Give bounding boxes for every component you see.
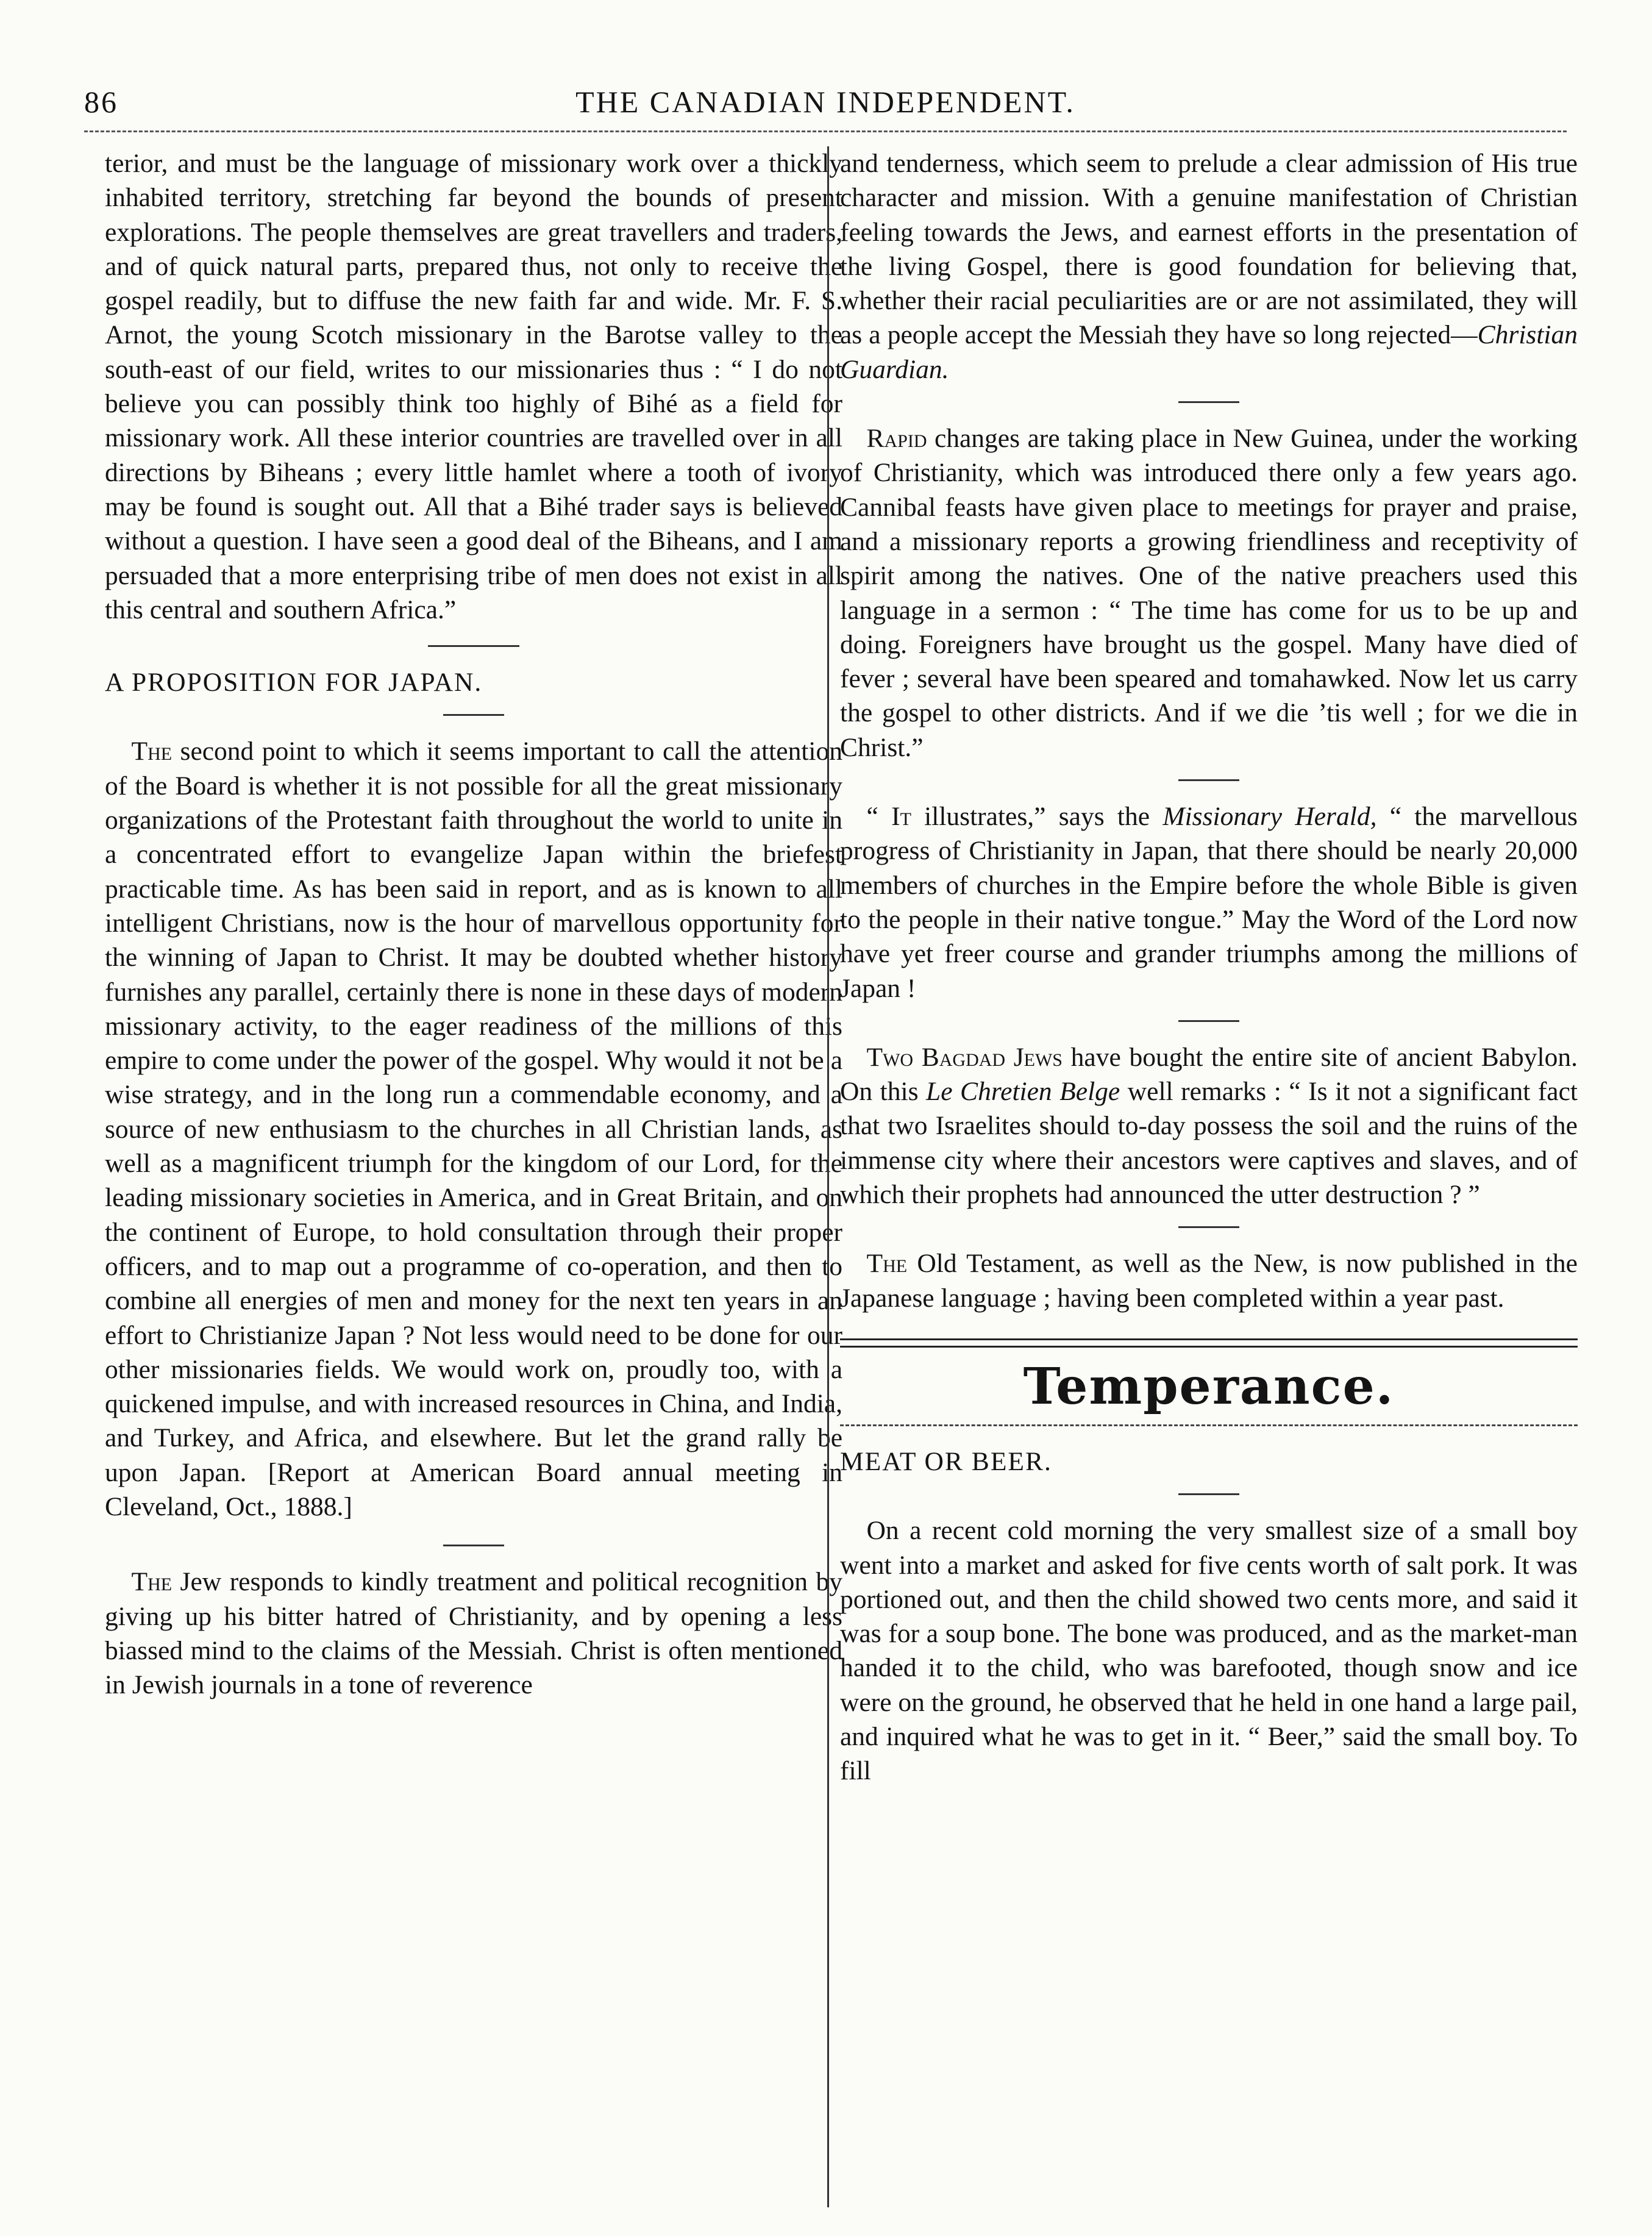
lead-word: The xyxy=(131,1567,173,1597)
left-column xyxy=(105,146,842,1702)
article-heading-japan: A PROPOSITION FOR JAPAN. xyxy=(105,668,483,698)
paragraph-small-boy: On a recent cold morning the very smallest size of a small boy went into a market and asked for five cents worth of salt pork. It was portioned out, and then the child showed two cents more, and said it was for a soup bone. The bone was produced, and as the market-man handed it to the child, who was barefooted, though snow and ice were on the ground, he observed that he held in one hand a large pail, and inquired what he was to get in it. “ Beer,” said the small boy. To fill xyxy=(840,1516,1578,1786)
separator xyxy=(443,1545,504,1546)
separator xyxy=(1178,1020,1239,1022)
page-number: 86 xyxy=(84,85,118,119)
column-divider xyxy=(827,146,829,2207)
section-divider xyxy=(840,1338,1578,1348)
separator xyxy=(443,714,504,716)
lead-word: It xyxy=(891,802,911,832)
paragraph-japan-bible: “ It illustrates,” says the Missionary Herald, “ the marvellous progress of Christianity in Japan, that there should be nearly 20,000 members of churches in the Empire before the whole Bible is given to the people in their native tongue.” May the Word of the Lord now have yet freer course and grander triumphs among the millions of Japan ! xyxy=(840,802,1578,1003)
separator xyxy=(1178,401,1239,403)
source-citation: Christian Guardian. xyxy=(840,320,1578,384)
lead-word: Two Bagdad Jews xyxy=(866,1042,1063,1072)
paragraph-new-guinea: Rapid changes are taking place in New Guinea, under the working of Christianity, which was introduced there only a few years ago. Cannibal feasts have given place to meetings for prayer and praise, and a missionary reports a growing friendliness and receptivity of spirit among the natives. One of the native preachers used this language in a sermon : “ The time has come for us to be up and doing. Foreigners have brought us the gospel. Many have died of fever ; several have been speared and tomahawked. Now let us carry the gospel to other districts. And if we die ’tis well ; for we die in Christ.” xyxy=(840,424,1578,762)
newspaper-title: THE CANADIAN INDEPENDENT. xyxy=(575,85,1075,119)
paragraph-jew-responds: The Jew responds to kindly treatment and political recognition by giving up his bitter hatred of Christianity, and by opening a less biassed mind to the claims of the Messiah. Christ is often mentioned in Jewish journals in a tone of reverence xyxy=(105,1567,842,1700)
lead-word: Rapid xyxy=(866,424,927,454)
source-citation: Le Chretien Belge xyxy=(926,1077,1120,1107)
source-citation: Missionary Herald, xyxy=(1162,802,1377,832)
paragraph-old-testament: The Old Testament, as well as the New, is now published in the Japanese language ; having been completed within a year past. xyxy=(840,1249,1578,1313)
separator xyxy=(1178,1493,1239,1495)
paragraph-babylon: Two Bagdad Jews have bought the entire site of ancient Babylon. On this Le Chretien Belge well remarks : “ Is it not a significant fact that two Israelites should to-day possess the soil and the ruins of the immense city where their ancestors were captives and slaves, and of which their prophets had announced the utter destruction ? ” xyxy=(840,1042,1578,1210)
section-title-underline xyxy=(840,1424,1578,1426)
separator xyxy=(1178,779,1239,781)
page-header xyxy=(84,84,1567,128)
header-divider xyxy=(84,130,1567,132)
separator xyxy=(428,645,519,647)
paragraph-proposition-japan: The second point to which it seems important to call the attention of the Board is whether it is not possible for all the great missionary organizations of the Protestant faith throughout the world to unite in a concentrated effort to evangelize Japan within the briefest practicable time. As has been said in report, and as is known to all intelligent Christians, now is the hour of marvellous opportunity for the winning of Japan to Christ. It may be doubted whether history furnishes any parallel, certainly there is none in these days of modern missionary activity, to the eager readiness of the millions of this empire to come under the power of the gospel. Why would it not be a wise strategy, and in the long run a commendable economy, and a source of new enthusiasm to the churches in all Christian lands, as well as a magnificent triumph for the kingdom of our Lord, for the leading missionary societies in America, and in Great Britain, and on the continent of Europe, to hold consultation through their proper officers, and to map out a programme of co-operation, and then to combine all energies of men and money for the next ten years in an effort to Christianize Japan ? Not less would need to be done for our other missionaries fields. We would work on, proudly too, with a quickened impulse, and with increased resources in China, and India, and Turkey, and Africa, and elsewhere. But let the grand rally be upon Japan. [Report at American Board annual meeting in Cleveland, Oct., 1888.] xyxy=(105,737,842,1521)
article-heading-meat-or-beer: MEAT OR BEER. xyxy=(840,1446,1052,1476)
section-title-temperance: Temperance. xyxy=(1023,1357,1395,1416)
right-column xyxy=(840,146,1578,1788)
paragraph-bihe-continued: terior, and must be the language of missionary work over a thickly inhabited territory, stretching far beyond the bounds of present explorations. The people themselves are great travellers and traders, and of quick natural parts, prepared thus, not only to receive the gospel readily, but to diffuse the new faith far and wide. Mr. F. S. Arnot, the young Scotch missionary in the Barotse valley to the south-east of our field, writes to our missionaries thus : “ I do not believe you can possibly think too highly of Bihé as a field for missionary work. All these interior countries are travelled over in all directions by Biheans ; every little hamlet where a tooth of ivory may be found is sought out. All that a Bihé trader says is believed without a question. I have seen a good deal of the Biheans, and I am persuaded that a more enterprising tribe of men does not exist in all this central and southern Africa.” xyxy=(105,149,842,624)
paragraph-jew-continued: and tenderness, which seem to prelude a clear admission of His true character and mission. With a genuine manifestation of Christian feeling towards the Jews, and earnest efforts in the presentation of the living Gospel, there is good foundation for believing that, whether their racial peculiarities are or are not assimilated, they will as a people accept the Messiah they have so long rejected—Christian Guardian. xyxy=(840,149,1578,384)
separator xyxy=(1178,1226,1239,1228)
lead-word: The xyxy=(131,737,173,766)
lead-word: The xyxy=(866,1249,908,1279)
